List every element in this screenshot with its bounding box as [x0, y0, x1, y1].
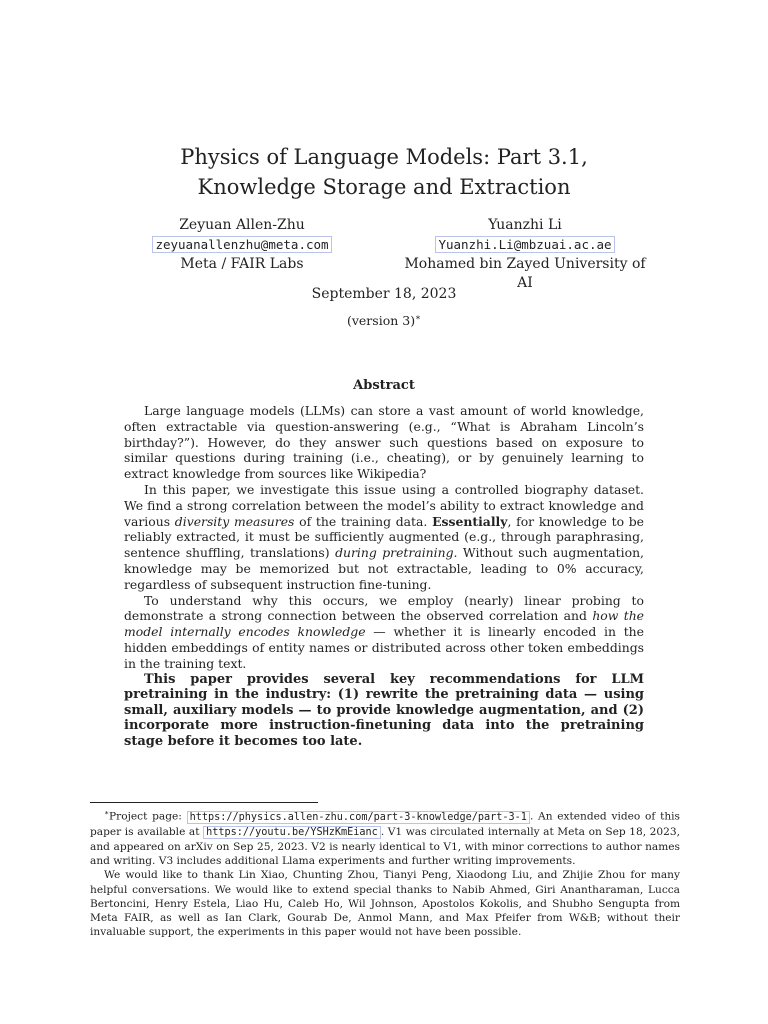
- author-name: Yuanzhi Li: [488, 217, 562, 233]
- footnote-acknowledgements: We would like to thank Lin Xiao, Chunting Zhou, Tianyi Peng, Xiaodong Liu, and Zhijie Zhou for many helpful conversations. We would like to extend special thanks to Nabib Ahmed, Giri Anantharaman, Lucca Bertoncini, Henry Estela, Liao Hu, Caleb Ho, Wil Johnson, Apostolos Kokolis, and Shubho Sengupta from Meta FAIR, as well as Ian Clark, Gourab De, Anmol Mann, and Max Pfeifer from W&B; without their invaluable support, the experiments in this paper would not have been possible.: [90, 869, 680, 939]
- title-line-2: Knowledge Storage and Extraction: [197, 175, 571, 199]
- abstract-paragraph-3: To understand why this occurs, we employ (nearly) linear probing to demonstrate a strong connection between the observed correlation and how the model internally encodes knowledge — whether it is linearly encoded in the hidden embeddings of entity names or distributed across other token embeddings in the training text.: [124, 592, 645, 671]
- abstract-paragraph-2: In this paper, we investigate this issue using a controlled biography dataset. We find a strong correlation between the model’s ability to extract knowledge and various diversity measures of the training data. Essentially, for knowledge to be reliably extracted, it must be sufficiently augmented (e.g., through paraphrasing, sentence shuffling, translations) during pretraining. Without such augmentation, knowledge may be memorized but not extractable, leading to 0% accuracy, regardless of subsequent instruction fine-tuning.: [124, 481, 645, 592]
- author-name: Zeyuan Allen-Zhu: [179, 217, 305, 233]
- abstract-body: [124, 403, 644, 750]
- author-block-2: [400, 216, 650, 292]
- paper-version: [0, 313, 768, 328]
- project-page-link[interactable]: https://physics.allen-zhu.com/part-3-knowledge/part-3-1: [187, 811, 530, 824]
- abstract-heading: Abstract: [353, 378, 415, 393]
- abstract-paragraph-1: Large language models (LLMs) can store a vast amount of world knowledge, often extractable via question-answering (e.g., “What is Abraham Lincoln’s birthday?”). However, do they answer such questions based on exposure to similar questions during training (i.e., cheating), or by genuinely learning to extract knowledge from sources like Wikipedia?: [124, 403, 644, 482]
- author-email-link[interactable]: zeyuanallenzhu@meta.com: [152, 236, 331, 253]
- footnote-mark: ∗: [104, 808, 110, 817]
- version-text: (version 3): [346, 313, 416, 329]
- footnotes: [90, 806, 680, 939]
- author-affiliation: Mohamed bin Zayed University of AI: [404, 256, 646, 291]
- abstract-recommendations: This paper provides several key recommendations for LLM pretraining in the industry: (1) rewrite the pretraining data — using small, auxiliary models — to provide knowledge augmentation, and (2) incorporate more instruction-finetuning data into the pretraining stage before it becomes too late.: [124, 671, 644, 749]
- paper-date: September 18, 2023: [311, 286, 457, 302]
- version-footnote-mark[interactable]: ∗: [415, 313, 422, 323]
- video-link[interactable]: https://youtu.be/YSHzKmEianc: [203, 826, 381, 839]
- paper-title: [0, 142, 768, 202]
- author-block-1: [142, 216, 342, 274]
- title-line-1: Physics of Language Models: Part 3.1,: [180, 145, 588, 169]
- author-affiliation: Meta / FAIR Labs: [180, 256, 304, 272]
- footnote-1: ∗Project page: https://physics.allen-zhu.com/part-3-knowledge/part-3-1 . An extended video of this paper is available at https://youtu.be/YSHzKmEianc . V1 was circulated internally at Meta on Sep 18, 2023, and appeared on arXiv on Sep 25, 2023. V2 is nearly identical to V1, with minor corrections to author names and writing. V3 includes additional Llama experiments and further writing improvements.: [90, 808, 680, 868]
- footnote-rule: [90, 802, 318, 803]
- author-email-link[interactable]: Yuanzhi.Li@mbzuai.ac.ae: [435, 236, 614, 253]
